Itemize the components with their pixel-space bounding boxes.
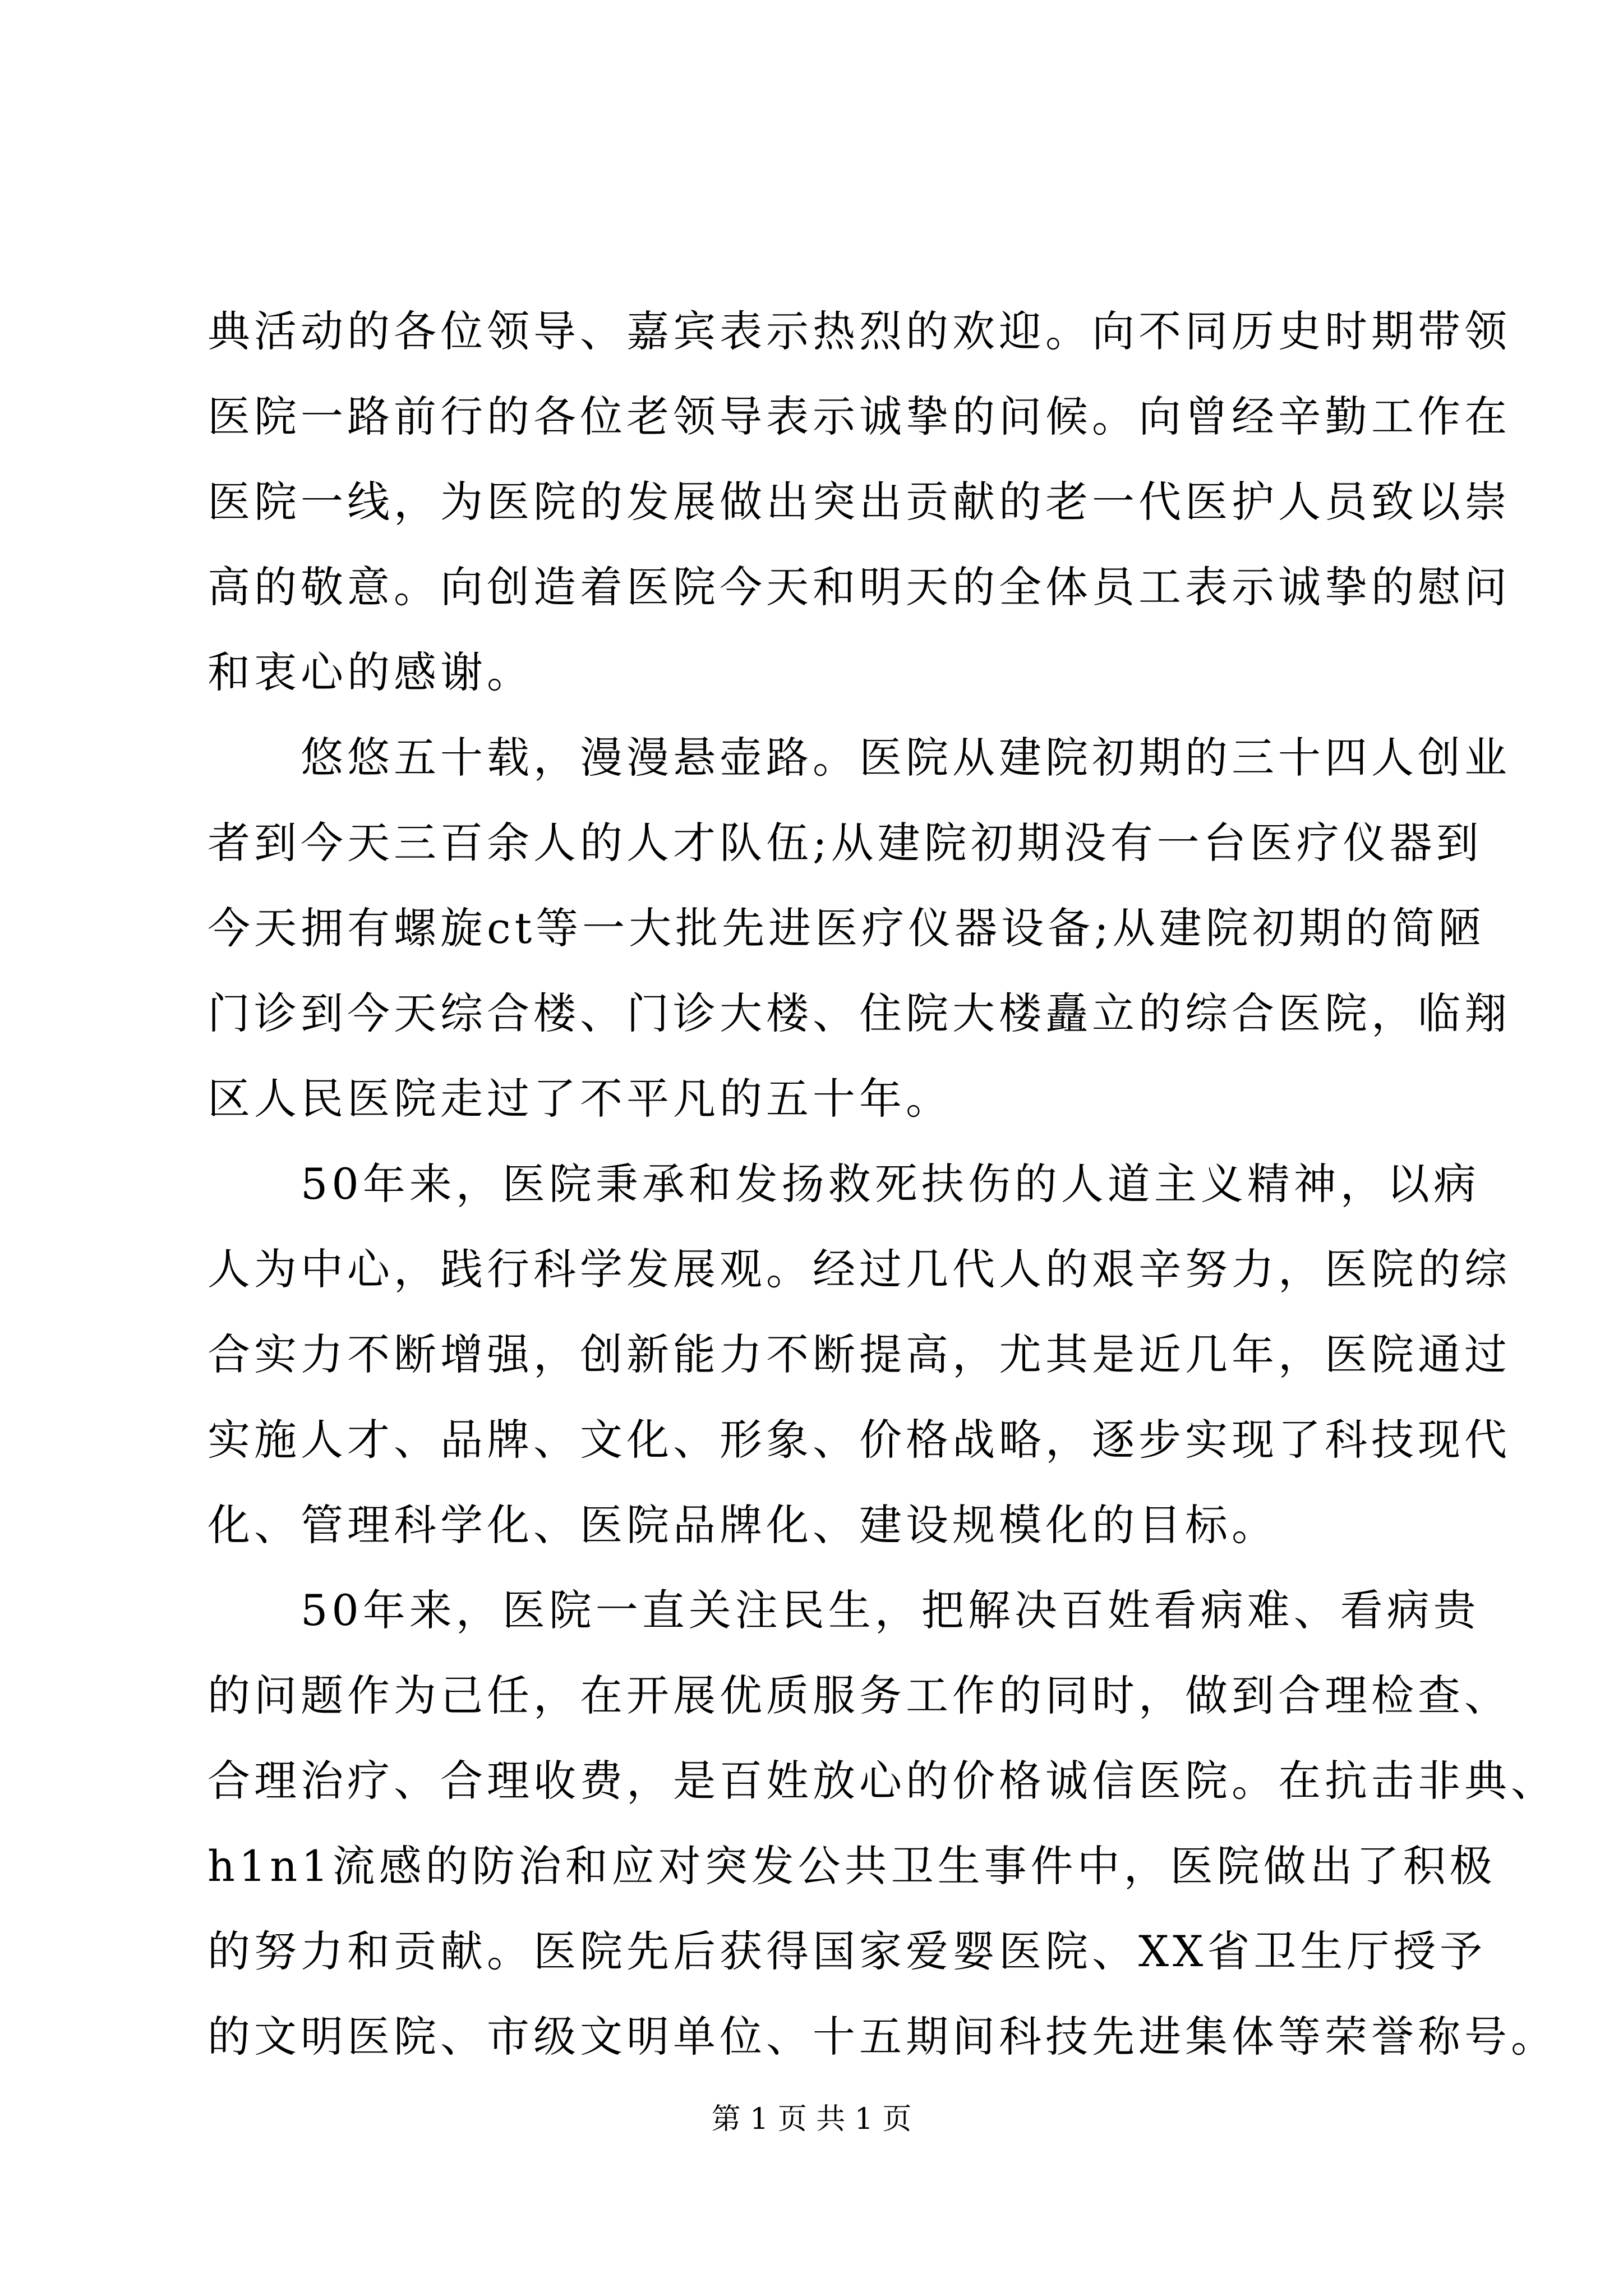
text-line: 者到今天三百余人的人才队伍;从建院初期没有一台医疗仪器到	[208, 818, 1483, 868]
text-line: 化、管理科学化、医院品牌化、建设规模化的目标。	[208, 1500, 1278, 1550]
text-line: 的努力和贡献。医院先后获得国家爱婴医院、XX省卫生厅授予	[208, 1926, 1487, 1976]
page-number: 第 1 页 共 1 页	[711, 2102, 912, 2136]
text-line: 区人民医院走过了不平凡的五十年。	[208, 1074, 952, 1124]
text-line: 今天拥有螺旋ct等一大批先进医疗仪器设备;从建院初期的简陋	[208, 903, 1485, 953]
text-line: 实施人才、品牌、文化、形象、价格战略，逐步实现了科技现代	[208, 1415, 1511, 1465]
text-line: 人为中心，践行科学发展观。经过几代人的艰辛努力，医院的综	[208, 1244, 1511, 1294]
text-line: 的文明医院、市级文明单位、十五期间科技先进集体等荣誉称号。	[208, 2012, 1557, 2062]
text-line: 医院一路前行的各位老领导表示诚挚的问候。向曾经辛勤工作在	[208, 392, 1511, 441]
text-line: 医院一线，为医院的发展做出突出贡献的老一代医护人员致以崇	[208, 477, 1511, 527]
text-line: 悠悠五十载，漫漫悬壶路。医院从建院初期的三十四人创业	[208, 733, 1511, 783]
text-line: 典活动的各位领导、嘉宾表示热烈的欢迎。向不同历史时期带领	[208, 306, 1511, 356]
text-line: 和衷心的感谢。	[208, 647, 533, 697]
text-line: 50年来，医院一直关注民生，把解决百姓看病难、看病贵	[208, 1585, 1480, 1635]
text-line: 合实力不断增强，创新能力不断提高，尤其是近几年，医院通过	[208, 1329, 1511, 1379]
document-body	[208, 289, 1557, 2079]
page-footer	[0, 2102, 1623, 2136]
text-line: h1n1流感的防治和应对突发公共卫生事件中，医院做出了积极	[208, 1841, 1496, 1891]
text-line: 的问题作为己任，在开展优质服务工作的同时，做到合理检查、	[208, 1671, 1511, 1720]
text-line: 高的敬意。向创造着医院今天和明天的全体员工表示诚挚的慰问	[208, 562, 1511, 612]
text-line: 门诊到今天综合楼、门诊大楼、住院大楼矗立的综合医院，临翔	[208, 988, 1511, 1038]
text-line: 50年来，医院秉承和发扬救死扶伤的人道主义精神，以病	[208, 1159, 1480, 1209]
text-line: 合理治疗、合理收费，是百姓放心的价格诚信医院。在抗击非典、	[208, 1756, 1557, 1806]
